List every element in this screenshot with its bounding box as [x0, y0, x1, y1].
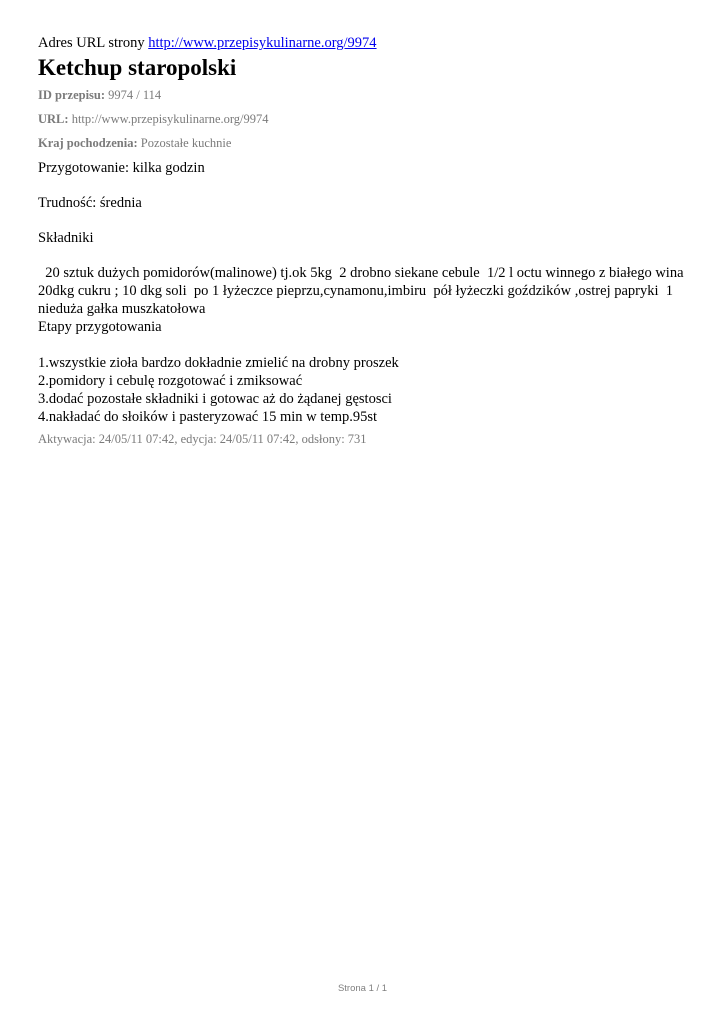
recipe-id-value: 9974 / 114 — [108, 88, 162, 102]
source-url-link[interactable]: http://www.przepisykulinarne.org/9974 — [148, 35, 377, 51]
recipe-url-row — [38, 111, 688, 127]
recipe-id-row — [38, 87, 688, 103]
ingredients-heading: Składniki — [38, 230, 94, 246]
page-number: Strona 1 / 1 — [337, 983, 388, 994]
difficulty-level: Trudność: średnia — [38, 195, 142, 211]
recipe-url-value: http://www.przepisykulinarne.org/9974 — [71, 112, 269, 126]
preparation-time: Przygotowanie: kilka godzin — [38, 160, 205, 176]
recipe-url-label: URL: — [38, 112, 69, 126]
recipe-country-label: Kraj pochodzenia: — [38, 136, 138, 150]
step-item: 1.wszystkie zioła bardzo dokładnie zmielić na drobny proszek — [38, 355, 399, 371]
source-url-line — [38, 33, 688, 53]
step-item: 4.nakładać do słoików i pasteryzować 15 min w temp.95st — [38, 409, 378, 425]
source-url-prefix: Adres URL strony — [38, 35, 145, 51]
recipe-id-label: ID przepisu: — [38, 88, 106, 102]
step-item: 2.pomidory i cebulę rozgotować i zmiksować — [38, 373, 303, 389]
recipe-country-row — [38, 135, 688, 151]
recipe-title: Ketchup staropolski — [38, 55, 237, 80]
recipe-page — [38, 33, 691, 447]
step-item: 3.dodać pozostałe składniki i gotowac aż do żądanej gęstosci — [38, 391, 392, 407]
activation-info: Aktywacja: 24/05/11 07:42, edycja: 24/05/11 07:42, odsłony: 731 — [38, 432, 367, 446]
steps-heading: Etapy przygotowania — [38, 319, 162, 335]
recipe-country-value: Pozostałe kuchnie — [140, 136, 232, 150]
steps-list — [38, 354, 688, 426]
ingredients-text: 20 sztuk dużych pomidorów(malinowe) tj.ok 5kg 2 drobno siekane cebule 1/2 l octu winnego z białego wina 20dkg cukru ; 10 dkg soli po 1 łyżeczce pieprzu,cynamonu,imbiru pół łyżeczki goździków ,ostrej papryki 1 nieduża gałka muszkatołowa — [38, 265, 691, 317]
